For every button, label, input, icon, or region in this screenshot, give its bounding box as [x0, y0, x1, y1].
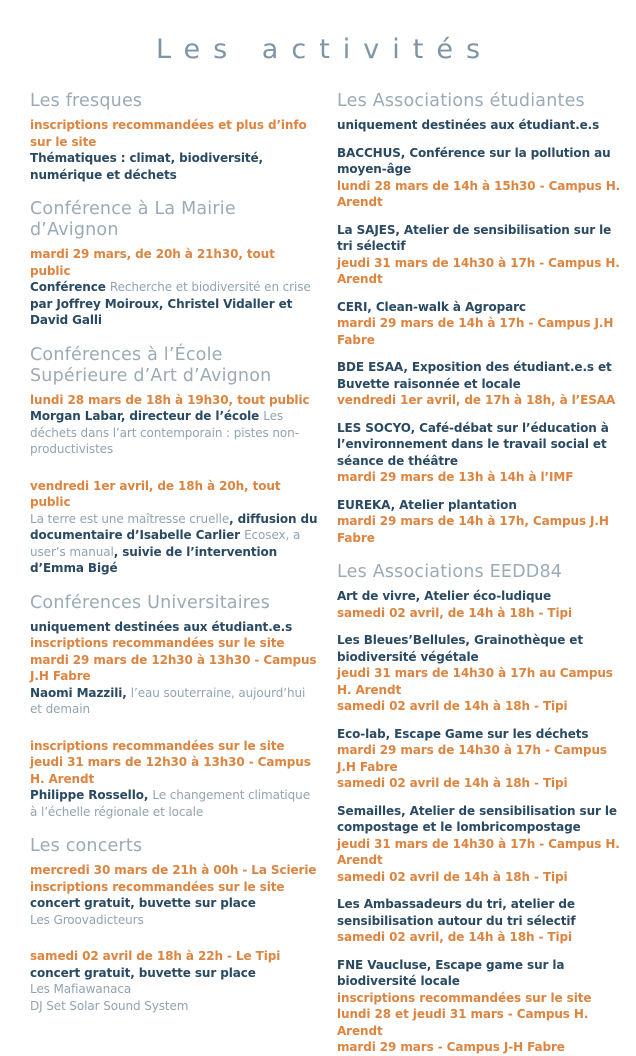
schedule-text: samedi 02 avril de 14h à 18h - Tipi	[337, 869, 568, 884]
emphasis-text: BACCHUS, Conférence sur la pollution au moyen-âge	[337, 145, 611, 176]
event-line	[337, 896, 626, 929]
event-line	[337, 420, 626, 470]
section-les-associations-etudiantes	[337, 91, 626, 546]
schedule-text: jeudi 31 mars de 14h30 à 17h au Campus H. Arendt	[337, 666, 613, 697]
schedule-line	[337, 513, 626, 546]
schedule-line	[30, 478, 319, 511]
schedule-text: inscriptions recommandées sur le site	[337, 990, 592, 1005]
schedule-line	[337, 315, 626, 348]
event-line	[30, 685, 319, 718]
emphasis-text: concert gratuit, buvette sur place	[30, 896, 256, 910]
event-line	[337, 588, 626, 605]
event-line	[337, 359, 626, 392]
emphasis-text: FNE Vaucluse, Escape game sur la biodiversité locale	[337, 957, 565, 988]
emphasis-text: LES SOCYO, Café-débat sur l’éducation à l’environnement dans le travail social et séance de théâtre	[337, 420, 609, 468]
schedule-text: vendredi 1er avril, de 18h à 20h, tout public	[30, 478, 281, 509]
schedule-text: mercredi 30 mars de 21h à 00h - La Scierie	[30, 863, 317, 877]
section-conference-a-la-mairie-d-avignon	[30, 199, 319, 329]
schedule-text: samedi 02 avril de 18h à 22h - Le Tipi	[30, 949, 281, 963]
schedule-line	[337, 929, 626, 946]
event-line	[337, 145, 626, 178]
schedule-line	[30, 652, 319, 685]
schedule-line	[337, 392, 626, 409]
schedule-text: samedi 02 avril de 14h à 18h - Tipi	[337, 776, 568, 790]
emphasis-text: La SAJES, Atelier de sensibilisation sur le tri sélectif	[337, 222, 612, 253]
schedule-line	[337, 1006, 626, 1039]
schedule-text: lundi 28 mars de 18h à 19h30, tout public	[30, 392, 310, 407]
event-line	[30, 511, 319, 577]
detail-text: Les déchets dans l’art contemporain : pistes non-productivistes	[30, 409, 299, 456]
detail-text: Le changement climatique à l’échelle régionale et locale	[30, 788, 310, 819]
schedule-text: inscriptions recommandées sur le site	[30, 738, 285, 753]
emphasis-text: uniquement destinées aux étudiant.e.s	[337, 118, 600, 132]
emphasis-text: , diffusion du documentaire d’Isabelle Carlier	[30, 511, 318, 542]
two-column-layout	[30, 91, 621, 1056]
schedule-line	[30, 117, 319, 150]
schedule-text: lundi 28 mars de 14h à 15h30 - Campus H. Arendt	[337, 178, 621, 209]
schedule-text: mardi 29 mars de 14h30 à 17h - Campus J.H Fabre	[337, 743, 607, 774]
schedule-line	[337, 605, 626, 622]
section-heading: Conférences à l’École Supérieure d’Art d’Avignon	[30, 344, 272, 386]
schedule-line	[337, 990, 626, 1007]
left-column	[30, 91, 319, 1014]
event-line	[337, 117, 626, 134]
emphasis-text: Les Ambassadeurs du tri, atelier de sensibilisation autour du tri sélectif	[337, 897, 576, 928]
schedule-text: jeudi 31 mars de 14h30 à 17h - Campus H. Arendt	[337, 836, 620, 867]
schedule-line	[337, 742, 626, 775]
schedule-text: inscriptions recommandées et plus d’info sur le site	[30, 118, 307, 149]
section-les-associations-eedd84	[337, 562, 626, 1056]
emphasis-text: par Joffrey Moiroux, Christel Vidaller et David Galli	[30, 296, 293, 327]
section-les-concerts	[30, 836, 319, 1014]
schedule-line	[337, 469, 626, 486]
schedule-text: jeudi 31 mars de 12h30 à 13h30 - Campus H. Arendt	[30, 755, 311, 786]
emphasis-text: Eco-lab, Escape Game sur les déchets	[337, 726, 589, 741]
detail-text: Ecosex, a user’s manual	[30, 528, 301, 559]
section-les-fresques	[30, 91, 319, 183]
emphasis-text: Semailles, Atelier de sensibilisation sur le compostage et le lombricompostage	[337, 803, 617, 834]
section-heading: Les concerts	[30, 836, 143, 856]
schedule-text: samedi 02 avril de 14h à 18h - Tipi	[337, 699, 568, 713]
section-conferences-a-l-ecole-superieure-d-art-d-avignon	[30, 345, 319, 577]
emphasis-text: EUREKA, Atelier plantation	[337, 497, 517, 512]
schedule-line	[30, 738, 319, 755]
emphasis-text: uniquement destinées aux étudiant.e.s	[30, 619, 293, 634]
schedule-text: jeudi 31 mars de 14h30 à 17h - Campus H. Arendt	[337, 255, 620, 286]
detail-text: La terre est une maîtresse cruelle	[30, 511, 230, 526]
event-line	[30, 998, 319, 1015]
schedule-text: mardi 29 mars de 14h à 17h, Campus J.H Fabre	[337, 514, 609, 545]
schedule-line	[337, 869, 626, 886]
event-line	[30, 408, 319, 458]
schedule-text: mardi 29 mars de 13h à 14h à l’IMF	[337, 470, 574, 484]
schedule-line	[30, 246, 319, 279]
schedule-line	[30, 635, 319, 652]
event-line	[337, 497, 626, 514]
event-line	[30, 619, 319, 636]
emphasis-text: Naomi Mazzili,	[30, 685, 131, 700]
event-line	[30, 965, 319, 982]
detail-text: Les Mafiawanaca	[30, 982, 132, 996]
emphasis-text: CERI, Clean-walk à Agroparc	[337, 299, 526, 314]
schedule-text: lundi 28 et jeudi 31 mars - Campus H. Arendt	[337, 1007, 589, 1038]
schedule-line	[337, 775, 626, 792]
event-line	[337, 632, 626, 665]
schedule-text: mardi 29 mars de 12h30 à 13h30 - Campus J.H Fabre	[30, 652, 317, 683]
schedule-line	[30, 754, 319, 787]
schedule-text: vendredi 1er avril, de 17h à 18h, à l’ESAA	[337, 393, 616, 407]
emphasis-text: BDE ESAA, Exposition des étudiant.e.s et Buvette raisonnée et locale	[337, 360, 612, 391]
event-line	[337, 222, 626, 255]
emphasis-text: Les Bleues’Bellules, Grainothèque et biodiversité végétale	[337, 633, 583, 664]
section-heading: Conférences Universitaires	[30, 592, 271, 613]
schedule-line	[337, 698, 626, 715]
event-line	[337, 299, 626, 316]
emphasis-text: Thématiques : climat, biodiversité, numérique et déchets	[30, 151, 264, 182]
right-column	[337, 91, 626, 1056]
emphasis-text: Philippe Rossello,	[30, 788, 153, 802]
section-heading: Conférence à La Mairie d’Avignon	[30, 199, 236, 240]
page-title: Les activités	[155, 34, 494, 65]
schedule-text: inscriptions recommandées sur le site	[30, 879, 285, 894]
emphasis-text: concert gratuit, buvette sur place	[30, 965, 256, 980]
event-line	[337, 726, 626, 743]
schedule-line	[337, 836, 626, 869]
detail-text: DJ Set Solar Sound System	[30, 998, 189, 1013]
event-line	[30, 279, 319, 329]
schedule-line	[337, 1039, 626, 1056]
schedule-line	[30, 862, 319, 879]
schedule-text: samedi 02 avril, de 14h à 18h - Tipi	[337, 930, 573, 944]
schedule-text: mardi 29 mars, de 20h à 21h30, tout public	[30, 247, 275, 278]
emphasis-text: Art de vivre, Atelier éco-ludique	[337, 589, 552, 603]
section-heading: Les Associations EEDD84	[337, 562, 563, 582]
section-conferences-universitaires	[30, 593, 319, 821]
schedule-text: inscriptions recommandées sur le site	[30, 636, 285, 650]
section-heading: Les Associations étudiantes	[337, 91, 585, 111]
detail-text: Les Groovadicteurs	[30, 912, 144, 927]
event-line	[30, 787, 319, 820]
event-line	[30, 150, 319, 183]
emphasis-text: Morgan Labar, directeur de l’école	[30, 409, 264, 423]
schedule-line	[30, 392, 319, 409]
section-heading: Les fresques	[30, 91, 143, 111]
schedule-text: samedi 02 avril, de 14h à 18h - Tipi	[337, 605, 573, 620]
event-line	[30, 895, 319, 912]
detail-text: Recherche et biodiversité en crise	[109, 280, 311, 294]
schedule-text: mardi 29 mars - Campus J-H Fabre	[337, 1040, 565, 1054]
schedule-text: mardi 29 mars de 14h à 17h - Campus J.H Fabre	[337, 316, 614, 347]
event-line	[337, 803, 626, 836]
event-line	[30, 981, 319, 998]
schedule-line	[30, 879, 319, 896]
schedule-line	[337, 178, 626, 211]
detail-text: l’eau souterraine, aujourd’hui et demain	[30, 685, 306, 716]
schedule-line	[337, 665, 626, 698]
emphasis-text: Conférence	[30, 280, 110, 294]
emphasis-text: , suivie de l’intervention d’Emma Bigé	[30, 544, 278, 575]
event-line	[337, 957, 626, 990]
schedule-line	[30, 948, 319, 965]
schedule-line	[337, 255, 626, 288]
event-line	[30, 912, 319, 929]
